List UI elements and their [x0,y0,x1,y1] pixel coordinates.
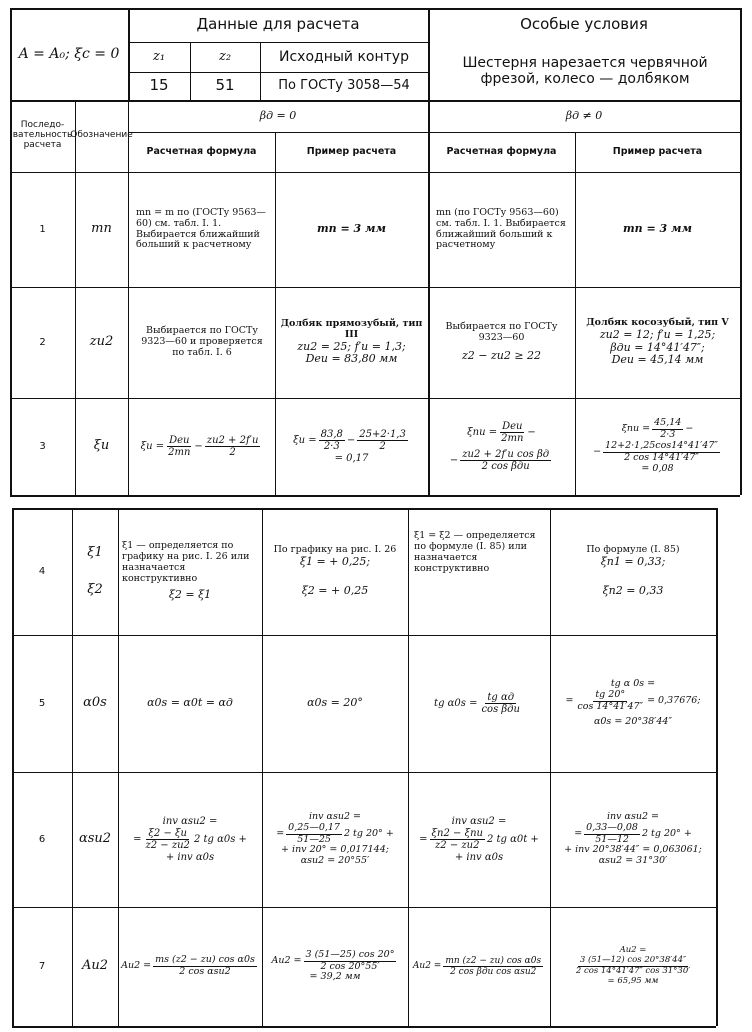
row-1-symbol: mn [91,221,112,237]
row-2-number: 2 [39,336,46,348]
z2-label: z₂ [218,48,232,64]
row-6-example-2-n: 0,33—0,08 [586,821,638,833]
row-3-example-2-d2: 2 cos 14°41′47″ [624,451,699,463]
row-1-formula-2: mn (по ГОСТу 9563—60) см. табл. I. 1. Выбирается ближайший больший к расчетному [436,206,566,251]
row-7-example-2-result: = 65,95 мм [607,975,659,986]
row-4-formula-2: ξ1 = ξ2 — определяется по формуле (I. 85) или назначается конструктивно [414,530,536,574]
z2-value: 51 [215,76,235,95]
row-7-example-1-result: = 39,2 мм [309,971,361,983]
row-5-formula-2-d: cos βдu [481,704,520,715]
row-2-example-1-a: Долбяк прямозубый, тип III [280,317,423,340]
condition-label: A = A₀; ξc = 0 [18,45,120,62]
row-3-formula-2-d2: 2 cos βдu [481,461,530,472]
row-6-formula-1: inv αsu2 = = $\frac{\xi 2 - \xi u}{z2 - zu2}$ 2 tg α0s + + inv α0s [133,816,247,863]
row-3-example-1-n1: 83,8 [320,428,343,440]
row-7-formula-1-d: 2 cos αsu2 [179,966,231,977]
row-2-formula-2 [428,287,575,398]
row-7-formula-2-n: mn (z2 − zu) cos α0s [445,955,542,966]
row-6-example-2-a: inv αsu2 = [607,810,659,822]
row-6-formula-2-a: inv αsu2 = [451,816,507,827]
row-5-example-2-d: cos 14°41′47″ [577,701,644,712]
special-text: Шестерня нарезается червячной фрезой, колесо — долбяком [462,54,708,87]
row-2-example-2-d: Deu = 45,14 мм [611,353,704,367]
row-6-formula-2: inv αsu2 = = $\frac{\text{ξn2 − ξnu}}{z2 - zu2}$ 2 tg α0t + + inv α0s [419,816,539,863]
row-7-formula-1-n: ms (z2 − zu) cos α0s [155,954,255,966]
row-7-formula-2 [408,907,550,1026]
row-6-example-1: inv αsu2 = = $\frac{0,25—0,17}{51—25}$ 2 tg 20° + + inv 20° = 0,017144; αsu2 = 20°55′ [276,810,394,867]
contour-label: Исходный контур [279,48,409,65]
row-6-example-1-c: + inv 20° = 0,017144; [281,844,389,856]
row-2-example-1-c: Deu = 83,80 мм [305,352,398,366]
row-3-formula-1-n2: zu2 + 2f′u [206,434,259,446]
beta-zero-header: βд = 0 [259,108,297,122]
row-3-formula-2-d1: 2mn [501,433,524,444]
row-6-formula-2-n: ξn2 − ξnu [431,827,483,839]
beta-nonzero-header: βд ≠ 0 [565,108,603,122]
row-6-example-2-d2: αsu2 = 31°30′ [598,855,668,867]
row-6-example-1-b: 2 tg 20° + [343,827,394,839]
row-5-example-2-n: tg 20° [595,689,626,701]
row-4-example-2 [550,508,716,635]
row-3-example-2-result: = 0,08 [641,462,674,474]
row-6-formula-1-b: 2 tg α0s + [193,833,247,845]
row-5-number: 5 [38,697,46,709]
row-2-example-2 [575,287,740,398]
column-example-2: Пример расчета [612,145,703,157]
row-5-formula-2-n: tg αд [487,691,515,703]
row-4-example-2-b: ξn1 = 0,33; [600,555,666,569]
row-1-example-2: mn = 3 мм [623,222,692,236]
row-4-example-2-c: ξn2 = 0,33 [602,583,664,597]
row-7-example-1-d: 2 cos 20°55′ [320,960,380,972]
row-4-example-1-a: По графику на рис. I. 26 [273,544,397,556]
row-2-example-1-b: zu2 = 25; f′u = 1,3; [297,339,406,353]
row-3-symbol: ξu [93,438,110,454]
row-6-formula-1-n: ξ2 − ξu [148,827,187,839]
row-7-example-2-n: 3 (51—12) cos 20°38′44″ [579,955,687,966]
row-4-example-1-b: ξ1 = + 0,25; [299,555,371,569]
row-5-example-2-a: tg α 0s = [610,678,656,690]
row-2-example-2-b: zu2 = 12; f′u = 1,25; [599,328,716,341]
row-3-example-1-n2: 25+2·1,3 [359,428,406,440]
column-formula-2: Расчетная формула [446,145,557,157]
row-6-example-1-d2: αsu2 = 20°55′ [300,855,370,867]
row-2-formula-2-a: Выбирается по ГОСТу 9323—60 [445,321,558,344]
row-4-symbol-1: ξ1 [87,544,103,560]
row-5-formula-2-lhs: tg α0s = [434,697,478,709]
row-6-formula-1-d: z2 − zu2 [145,840,190,851]
row-3-example-1-lhs: ξu = [293,435,317,446]
row-3-formula-1-d2: 2 [229,447,236,458]
row-4-formula-1-b: ξ2 = ξ1 [168,588,212,602]
row-6-number: 6 [38,833,46,845]
row-5-example-1: α0s = 20° [307,696,363,710]
row-3-example-1: ξu = $\frac{83,8}{2\cdot 3}$ − $\frac{25+2\cdot 1,3}{2}$ = 0,17 [293,428,406,464]
row-3-example-1-result: = 0,17 [334,452,369,464]
row-6-example-1-a: inv αsu2 = [309,810,361,822]
row-4-symbol-2: ξ2 [87,581,103,597]
row-6-formula-1-a: inv αsu2 = [162,816,218,827]
row-3-number: 3 [39,440,46,452]
row-7-formula-2-d: 2 cos βдu cos αsu2 [450,967,537,977]
row-4-symbol [72,508,118,635]
column-formula-1: Расчетная формула [146,145,257,157]
row-3-formula-1-d1: 2mn [168,447,191,458]
row-7-number: 7 [38,960,46,972]
row-4-number: 4 [38,565,46,577]
column-designation: Обозначение [70,130,133,141]
row-7-symbol: Au2 [81,958,109,974]
row-6-formula-2-c: + inv α0s [454,851,504,863]
row-6-example-1-n: 0,25—0,17 [288,821,340,833]
row-4-formula-1-a: ξ1 — определяется по графику на рис. I. 26 или назначается конструктивно [122,540,250,585]
row-3-example-2-d1: 2·3 [660,429,676,441]
row-5-symbol: α0s [83,695,107,711]
row-3-example-1-d2: 2 [379,441,386,453]
special-title: Особые условия [520,15,648,34]
row-2-example-2-a: Долбяк косозубый, тип V [586,317,729,329]
row-4-example-1 [262,508,408,635]
row-1-formula-1: mn = m по (ГОСТу 9563—60) см. табл. I. 1. Выбирается ближайший больший к расчетному [136,206,266,251]
row-4-example-2-a: По формуле (I. 85) [586,544,680,556]
row-3-formula-1-n1: Deu [169,434,190,446]
row-6-example-2-d: 51—12 [595,833,629,845]
row-2-example-2-c: βдu = 14°41′47″; [610,340,705,354]
row-5-example-2-b: α0s = 20°38′44″ [593,715,673,727]
row-6-example-1-d: 51—25 [297,833,331,845]
z1-label: z₁ [152,48,166,64]
row-3-formula-2-n1: Deu [502,420,523,432]
column-example-1: Пример расчета [306,145,397,157]
row-2-example-1 [275,287,428,398]
row-3-formula-2-lhs: ξnu = [467,426,498,438]
row-5-example-2-result: = 0,37676; [647,695,701,707]
row-6-example-2: inv αsu2 = = $\frac{0,33—0,08}{51—12}$ 2 tg 20° + + inv 20°38′44″ = 0,063061; αsu2 = 31°30′ [564,810,702,867]
row-6-formula-2-b: 2 tg α0t + [486,833,539,845]
row-7-example-1-lhs: Au2 = [271,954,302,966]
row-5-formula-1: α0s = α0t = αд [147,696,233,710]
row-6-symbol: αsu2 [78,831,112,847]
row-4-formula-1 [118,508,262,635]
row-6-formula-1-c: + inv α0s [165,851,215,863]
row-3-example-2-lhs: ξnu = [621,423,651,435]
row-6-formula-2-d: z2 − zu2 [435,840,480,851]
row-2-formula-1: Выбирается по ГОСТу 9323—60 и проверяется по табл. I. 6 [141,325,263,358]
row-3-formula-2-n2: zu2 + 2f′u cos βд [462,448,550,460]
contour-value: По ГОСТу 3058—54 [278,77,410,93]
row-3-formula-1-lhs: ξu = [140,440,165,452]
row-7-formula-2-lhs: Au2 = [412,961,442,972]
row-7-example-2-a: Au2 = [619,945,647,956]
row-7-example-2 [550,907,716,1026]
row-3-example-2-n2: 12+2·1,25cos14°41′47″ [605,440,718,452]
row-1-example-1: mn = 3 мм [317,222,386,236]
row-3-example-2-n1: 45,14 [654,417,682,429]
row-2-symbol: zu2 [89,334,114,350]
row-3-example-2: ξnu = $\frac{45,14}{2\cdot 3}$ − − $\frac{12+2\cdot 1,25\cos 14^\circ 41'47''}{2 \cos 14^\circ 41'47''}$ = 0,08 [593,417,718,474]
row-1-number: 1 [39,223,46,235]
row-6-example-2-b: 2 tg 20° + [641,827,692,839]
row-7-example-1-n: 3 (51—25) cos 20° [305,948,395,960]
row-7-formula-1 [118,907,262,1026]
row-6-example-2-c: + inv 20°38′44″ = 0,063061; [564,844,702,856]
row-5-example-2: tg α 0s = = $\frac{tg 20^\circ}{\cos 14^\circ 41'47''}$ = 0,37676; α0s = 20°38′44″ [565,678,701,727]
row-3-formula-1: ξu = $\frac{\text{Deu}}{2mn}$ − $\frac{zu2 + 2f'u}{2}$ [140,434,259,458]
row-3-example-1-d1: 2·3 [323,441,340,453]
z1-value: 15 [149,76,169,95]
row-7-formula-1-lhs: Au2 = [121,960,152,972]
row-2-formula-2-b: z2 − zu2 ≥ 22 [461,349,542,363]
row-3-formula-2: ξnu = $\frac{\text{Deu}}{2mn}$ − − $\frac{\text{zu2 + 2f′u cos βд}}{\text{2 cos βдu}}$ [449,420,550,472]
row-4-example-1-c: ξ2 = + 0,25 [301,583,369,597]
row-7-example-1 [262,907,408,1026]
row-5-formula-2 [408,635,550,772]
column-sequence: Последо-вательность расчета [12,120,73,150]
row-7-example-2-d: 2 cos 14°41′47″ cos 31°30′ [575,966,691,976]
data-title: Данные для расчета [196,15,360,34]
